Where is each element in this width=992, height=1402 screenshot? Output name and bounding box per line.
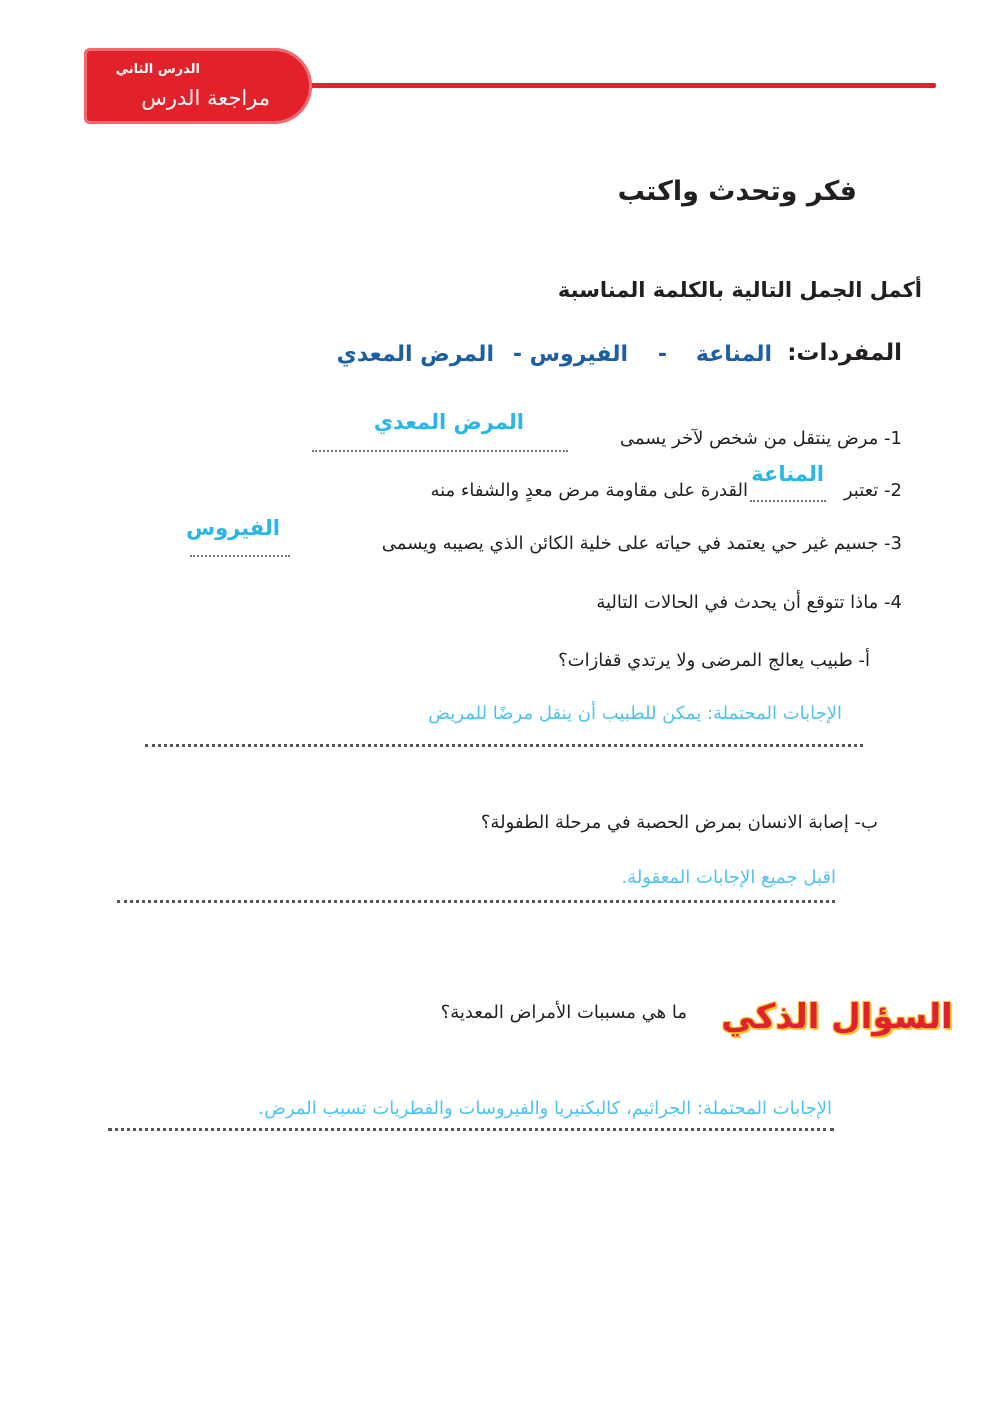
subquestion-a-answer: الإجابات المحتملة: يمكن للطبيب أن ينقل مرضًا للمريض: [428, 703, 842, 724]
question-2-answer-line: [750, 500, 826, 502]
vocab-word-immunity: المناعة: [695, 342, 772, 367]
smart-question-badge: [721, 982, 953, 1052]
vocab-word-virus: الفيروس: [529, 342, 628, 367]
question-3-answer-line: [190, 555, 290, 557]
question-4-text: 4- ماذا تتوقع أن يحدث في الحالات التالية: [596, 592, 902, 613]
header-rule: [300, 83, 936, 88]
instruction-text: أكمل الجمل التالية بالكلمة المناسبة: [557, 278, 922, 302]
subquestion-b-answer: اقبل جميع الإجابات المعقولة.: [621, 867, 836, 888]
question-3-answer: الفيروس: [186, 516, 280, 540]
question-3-text: 3- جسيم غير حي يعتمد في حياته على خلية الكائن الذي يصيبه ويسمى: [381, 533, 902, 554]
question-2-answer: المناعة: [751, 462, 824, 486]
subquestion-a-text: أ- طبيب يعالج المرضى ولا يرتدي قفازات؟: [558, 650, 870, 671]
subquestion-b-answer-line: [117, 900, 835, 903]
subquestion-b-text: ب- إصابة الانسان بمرض الحصبة في مرحلة الطفولة؟: [480, 812, 878, 833]
subquestion-a-answer-line: [145, 744, 863, 747]
challenge-question-text: ما هي مسببات الأمراض المعدية؟: [440, 1002, 687, 1023]
lesson-number: الدرس الثاني: [115, 62, 200, 77]
challenge-answer: الإجابات المحتملة: الجراثيم، كالبكتيريا والفيروسات والفطريات تسبب المرض.: [258, 1098, 832, 1119]
vocab-separator: -: [512, 342, 522, 367]
challenge-answer-line: [108, 1128, 834, 1131]
question-1-answer: المرض المعدي: [373, 410, 524, 434]
smart-question-badge-label: السؤال الذكي: [721, 997, 953, 1037]
vocabulary-label: المفردات:: [787, 340, 902, 366]
question-1-answer-line: [312, 450, 568, 452]
vocab-word-infectious-disease: المرض المعدي: [336, 342, 494, 367]
vocab-separator: -: [657, 342, 667, 367]
lesson-review-title: مراجعة الدرس: [141, 86, 270, 110]
question-1-text: 1- مرض ينتقل من شخص لآخر يسمى: [619, 428, 902, 449]
section-title: فكر وتحدث واكتب: [617, 176, 857, 207]
question-2-text-before: 2- تعتبر: [843, 480, 902, 501]
question-2-text-after: القدرة على مقاومة مرض معدٍ والشفاء منه: [430, 480, 748, 501]
